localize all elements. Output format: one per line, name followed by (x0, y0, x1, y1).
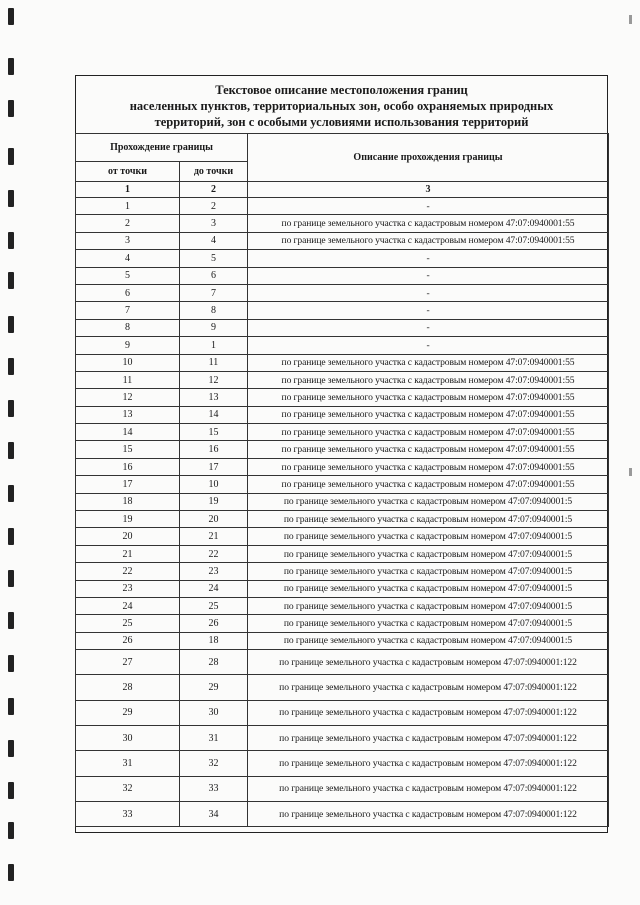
title-line-3: территорий, зон с особыми условиями использования территорий (154, 115, 529, 129)
table-row (76, 726, 609, 751)
cell-from-point: 1 (76, 198, 180, 215)
scan-edge-mark (629, 15, 632, 24)
title-line-2: населенных пунктов, территориальных зон, особо охраняемых природных (129, 99, 554, 113)
binding-hole (8, 442, 14, 459)
cell-description: по границе земельного участка с кадастровым номером 47:07:0940001:5 (248, 511, 609, 528)
binding-hole (8, 655, 14, 672)
table-row (76, 406, 609, 423)
cell-from-point: 8 (76, 319, 180, 336)
binding-hole (8, 612, 14, 629)
cell-description: по границе земельного участка с кадастровым номером 47:07:0940001:55 (248, 476, 609, 493)
table-row (76, 700, 609, 725)
table-row (76, 751, 609, 776)
table-row (76, 801, 609, 826)
table-row (76, 354, 609, 371)
cell-from-point: 16 (76, 458, 180, 475)
table-row (76, 284, 609, 301)
binding-hole (8, 358, 14, 375)
table-row (76, 511, 609, 528)
cell-description: по границе земельного участка с кадастровым номером 47:07:0940001:122 (248, 751, 609, 776)
cell-description: по границе земельного участка с кадастровым номером 47:07:0940001:55 (248, 389, 609, 406)
cell-to-point: 21 (180, 528, 248, 545)
cell-to-point: 25 (180, 597, 248, 614)
binding-hole (8, 8, 14, 25)
cell-from-point: 32 (76, 776, 180, 801)
cell-from-point: 22 (76, 563, 180, 580)
cell-description: - (248, 302, 609, 319)
binding-hole (8, 698, 14, 715)
cell-to-point: 19 (180, 493, 248, 510)
cell-description: по границе земельного участка с кадастровым номером 47:07:0940001:5 (248, 528, 609, 545)
cell-from-point: 13 (76, 406, 180, 423)
table-row (76, 675, 609, 700)
cell-to-point: 8 (180, 302, 248, 319)
cell-to-point: 32 (180, 751, 248, 776)
cell-from-point: 18 (76, 493, 180, 510)
cell-description: по границе земельного участка с кадастровым номером 47:07:0940001:122 (248, 726, 609, 751)
document-title (75, 82, 608, 130)
cell-from-point: 12 (76, 389, 180, 406)
table-row (76, 198, 609, 215)
binding-hole (8, 58, 14, 75)
cell-to-point: 6 (180, 267, 248, 284)
cell-description: - (248, 198, 609, 215)
table-row (76, 337, 609, 354)
table-row (76, 424, 609, 441)
binding-hole (8, 864, 14, 881)
binding-hole (8, 148, 14, 165)
cell-description: по границе земельного участка с кадастровым номером 47:07:0940001:5 (248, 632, 609, 649)
cell-from-point: 29 (76, 700, 180, 725)
table-row (76, 528, 609, 545)
header-to-point: до точки (180, 162, 248, 182)
cell-from-point: 24 (76, 597, 180, 614)
binding-hole (8, 782, 14, 799)
binding-hole (8, 528, 14, 545)
cell-to-point: 23 (180, 563, 248, 580)
table-row (76, 493, 609, 510)
table-row (76, 476, 609, 493)
cell-from-point: 31 (76, 751, 180, 776)
binding-hole (8, 822, 14, 839)
cell-to-point: 5 (180, 250, 248, 267)
table-row (76, 371, 609, 388)
binding-hole (8, 740, 14, 757)
cell-description: по границе земельного участка с кадастровым номером 47:07:0940001:5 (248, 545, 609, 562)
header-number-2: 2 (180, 182, 248, 198)
cell-description: по границе земельного участка с кадастровым номером 47:07:0940001:5 (248, 597, 609, 614)
binding-hole (8, 316, 14, 333)
header-passage: Прохождение границы (76, 134, 248, 162)
cell-from-point: 27 (76, 650, 180, 675)
cell-to-point: 28 (180, 650, 248, 675)
table-row (76, 389, 609, 406)
cell-description: по границе земельного участка с кадастровым номером 47:07:0940001:5 (248, 493, 609, 510)
cell-from-point: 7 (76, 302, 180, 319)
cell-from-point: 11 (76, 371, 180, 388)
cell-description: - (248, 337, 609, 354)
cell-from-point: 14 (76, 424, 180, 441)
cell-to-point: 33 (180, 776, 248, 801)
cell-description: по границе земельного участка с кадастровым номером 47:07:0940001:122 (248, 776, 609, 801)
title-line-1: Текстовое описание местоположения границ (215, 83, 468, 97)
binding-hole (8, 400, 14, 417)
cell-from-point: 30 (76, 726, 180, 751)
cell-to-point: 11 (180, 354, 248, 371)
header-number-1: 1 (76, 182, 180, 198)
cell-to-point: 1 (180, 337, 248, 354)
cell-description: по границе земельного участка с кадастровым номером 47:07:0940001:5 (248, 580, 609, 597)
binding-hole (8, 190, 14, 207)
cell-to-point: 7 (180, 284, 248, 301)
cell-to-point: 3 (180, 215, 248, 232)
cell-from-point: 5 (76, 267, 180, 284)
cell-description: по границе земельного участка с кадастровым номером 47:07:0940001:5 (248, 615, 609, 632)
table-row (76, 580, 609, 597)
cell-to-point: 31 (180, 726, 248, 751)
cell-to-point: 10 (180, 476, 248, 493)
table-row (76, 458, 609, 475)
table-row (76, 545, 609, 562)
cell-from-point: 6 (76, 284, 180, 301)
table-body (76, 198, 609, 827)
cell-description: по границе земельного участка с кадастровым номером 47:07:0940001:55 (248, 354, 609, 371)
cell-description: - (248, 319, 609, 336)
cell-to-point: 18 (180, 632, 248, 649)
cell-to-point: 12 (180, 371, 248, 388)
cell-to-point: 29 (180, 675, 248, 700)
cell-description: - (248, 250, 609, 267)
scan-edge-mark (629, 468, 632, 476)
table-row (76, 302, 609, 319)
cell-description: по границе земельного участка с кадастровым номером 47:07:0940001:122 (248, 675, 609, 700)
cell-description: по границе земельного участка с кадастровым номером 47:07:0940001:122 (248, 700, 609, 725)
cell-from-point: 28 (76, 675, 180, 700)
table-row (76, 319, 609, 336)
cell-from-point: 17 (76, 476, 180, 493)
binding-hole (8, 100, 14, 117)
binding-hole (8, 272, 14, 289)
cell-to-point: 16 (180, 441, 248, 458)
cell-from-point: 3 (76, 232, 180, 249)
table-row (76, 615, 609, 632)
table-row (76, 232, 609, 249)
cell-description: по границе земельного участка с кадастровым номером 47:07:0940001:55 (248, 215, 609, 232)
cell-from-point: 9 (76, 337, 180, 354)
cell-description: по границе земельного участка с кадастровым номером 47:07:0940001:122 (248, 801, 609, 826)
cell-to-point: 15 (180, 424, 248, 441)
cell-from-point: 33 (76, 801, 180, 826)
table-row (76, 563, 609, 580)
cell-from-point: 2 (76, 215, 180, 232)
table-row (76, 776, 609, 801)
cell-from-point: 20 (76, 528, 180, 545)
cell-to-point: 22 (180, 545, 248, 562)
table-row (76, 650, 609, 675)
table-row (76, 597, 609, 614)
cell-description: - (248, 284, 609, 301)
cell-to-point: 17 (180, 458, 248, 475)
cell-to-point: 13 (180, 389, 248, 406)
header-from-point: от точки (76, 162, 180, 182)
cell-from-point: 4 (76, 250, 180, 267)
cell-to-point: 2 (180, 198, 248, 215)
cell-to-point: 14 (180, 406, 248, 423)
binding-hole (8, 485, 14, 502)
cell-from-point: 25 (76, 615, 180, 632)
header-number-3: 3 (248, 182, 609, 198)
cell-from-point: 23 (76, 580, 180, 597)
cell-description: по границе земельного участка с кадастровым номером 47:07:0940001:55 (248, 458, 609, 475)
binding-hole (8, 232, 14, 249)
cell-description: по границе земельного участка с кадастровым номером 47:07:0940001:122 (248, 650, 609, 675)
cell-to-point: 34 (180, 801, 248, 826)
binding-hole (8, 570, 14, 587)
cell-description: - (248, 267, 609, 284)
cell-description: по границе земельного участка с кадастровым номером 47:07:0940001:55 (248, 232, 609, 249)
cell-from-point: 21 (76, 545, 180, 562)
header-description: Описание прохождения границы (248, 134, 609, 182)
cell-to-point: 20 (180, 511, 248, 528)
cell-to-point: 30 (180, 700, 248, 725)
binding-holes (8, 0, 22, 905)
table-row (76, 632, 609, 649)
cell-from-point: 10 (76, 354, 180, 371)
cell-to-point: 4 (180, 232, 248, 249)
cell-description: по границе земельного участка с кадастровым номером 47:07:0940001:55 (248, 424, 609, 441)
table-row (76, 441, 609, 458)
cell-to-point: 26 (180, 615, 248, 632)
table-row (76, 250, 609, 267)
boundary-table (75, 133, 609, 827)
cell-description: по границе земельного участка с кадастровым номером 47:07:0940001:5 (248, 563, 609, 580)
table-row (76, 267, 609, 284)
cell-to-point: 24 (180, 580, 248, 597)
cell-from-point: 15 (76, 441, 180, 458)
cell-from-point: 26 (76, 632, 180, 649)
cell-description: по границе земельного участка с кадастровым номером 47:07:0940001:55 (248, 371, 609, 388)
cell-description: по границе земельного участка с кадастровым номером 47:07:0940001:55 (248, 441, 609, 458)
cell-from-point: 19 (76, 511, 180, 528)
table-row (76, 215, 609, 232)
cell-to-point: 9 (180, 319, 248, 336)
cell-description: по границе земельного участка с кадастровым номером 47:07:0940001:55 (248, 406, 609, 423)
